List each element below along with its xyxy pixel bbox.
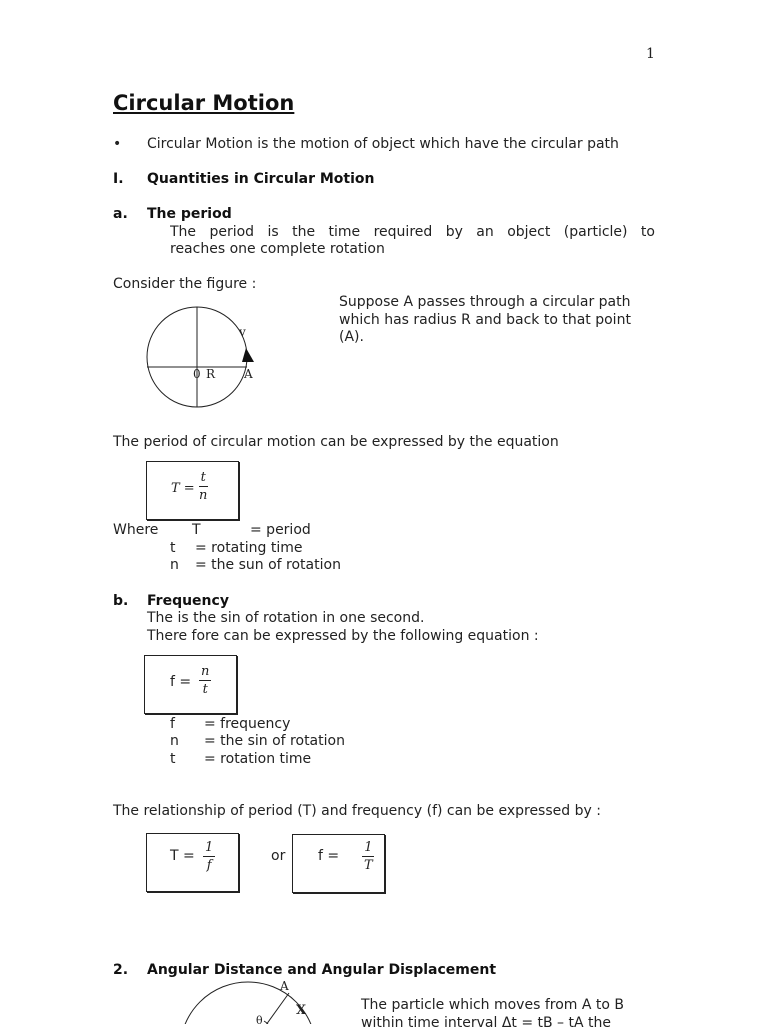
period-definition-line2: reaches one complete rotation (170, 241, 385, 257)
bullet-dot: • (113, 136, 122, 152)
where-label: Where (113, 522, 159, 538)
frequency-var-desc: = the sin of rotation (204, 733, 345, 749)
frequency-line1: The is the sin of rotation in one second. (147, 610, 425, 626)
or-text: or (271, 848, 286, 864)
circular-path-figure (140, 300, 270, 415)
frequency-var-desc: = frequency (204, 716, 291, 732)
relationship-formula2-denominator: T (364, 858, 373, 873)
relationship-formula1-lhs: T = (170, 848, 195, 864)
relationship-formula2-numerator: 1 (364, 840, 373, 855)
frequency-line2: There fore can be expressed by the following equation : (147, 628, 539, 644)
page-title: Circular Motion (113, 91, 295, 115)
label-a2: A (280, 979, 289, 993)
period-formula-fraction (197, 470, 209, 503)
frequency-letter: b. (113, 593, 129, 609)
period-formula-lhs: T = (171, 481, 195, 496)
relationship-formula1-box (146, 833, 239, 892)
period-var-desc: = rotating time (195, 540, 303, 556)
angular-displacement-figure (180, 975, 330, 1024)
period-heading: The period (147, 206, 232, 222)
period-formula-box (146, 461, 239, 520)
frequency-formula-denominator: t (202, 682, 208, 697)
relationship-formula1-numerator: 1 (205, 840, 214, 855)
frequency-formula-fraction (199, 664, 211, 697)
period-formula-denominator: n (199, 488, 208, 503)
relationship-formula1-denominator: f (206, 858, 212, 873)
frequency-var-symbol: f (170, 716, 175, 732)
period-equation-intro: The period of circular motion can be expressed by the equation (113, 434, 559, 450)
frequency-formula-numerator: n (201, 664, 210, 679)
frequency-heading: Frequency (147, 593, 229, 609)
frequency-var-desc: = rotation time (204, 751, 312, 767)
frequency-formula-lhs: f = (170, 674, 192, 690)
label-a: A (244, 367, 253, 381)
figure-description-line3: (A). (339, 329, 364, 345)
period-var-symbol: t (170, 540, 176, 556)
section1-title: Quantities in Circular Motion (147, 171, 375, 187)
period-letter: a. (113, 206, 128, 222)
relationship-formula1-fraction (203, 840, 215, 873)
section2-line1: The particle which moves from A to B (361, 997, 624, 1013)
figure-description-line2: which has radius R and back to that point (339, 312, 631, 328)
section2-line2: within time interval Δt = tB – tA the (361, 1015, 612, 1031)
relationship-formula2-fraction (362, 840, 375, 873)
frequency-formula-box (144, 655, 237, 714)
relationship-formula2-box (292, 834, 385, 893)
label-v: v (239, 325, 246, 339)
section1-number: I. (113, 171, 124, 187)
period-formula-numerator: t (200, 470, 206, 485)
period-var-symbol: T (192, 522, 201, 538)
frequency-var-symbol: n (170, 733, 179, 749)
label-o: 0 (193, 367, 201, 381)
frequency-var-symbol: t (170, 751, 176, 767)
angular-radius-line (248, 993, 289, 1024)
period-var-symbol: n (170, 557, 179, 573)
label-theta: θ (256, 1014, 263, 1024)
velocity-arrow-icon (242, 348, 254, 362)
period-var-desc: = the sun of rotation (195, 557, 341, 573)
label-r: R (206, 367, 216, 381)
period-definition-line1: The period is the time required by an object (particle) to (170, 224, 655, 240)
relationship-formula2-lhs: f = (318, 848, 340, 864)
period-var-desc: = period (250, 522, 311, 538)
figure-description-line1: Suppose A passes through a circular path (339, 294, 631, 310)
section2-title: Angular Distance and Angular Displacement (147, 962, 497, 978)
relationship-text: The relationship of period (T) and frequency (f) can be expressed by : (113, 803, 601, 819)
consider-figure-text: Consider the figure : (113, 276, 257, 292)
label-x: X (296, 1003, 307, 1018)
section2-number: 2. (113, 962, 129, 978)
intro-bullet-text: Circular Motion is the motion of object which have the circular path (147, 136, 619, 152)
page-number: 1 (646, 46, 655, 62)
